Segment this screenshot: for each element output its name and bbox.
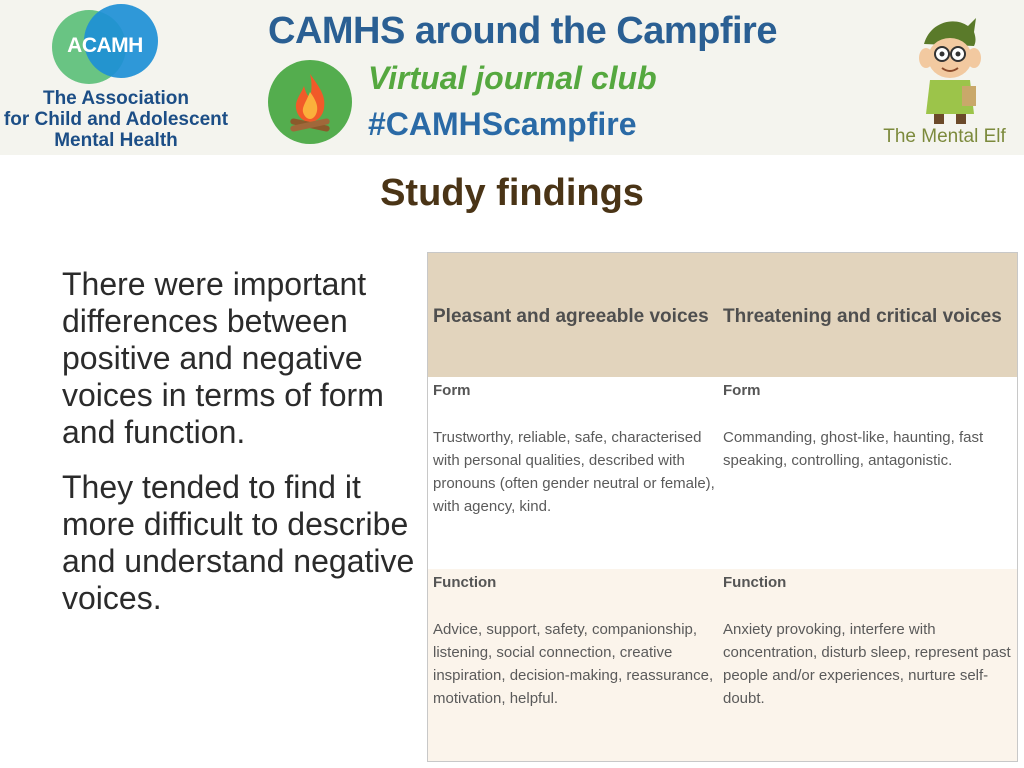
table-header-row [428, 253, 1017, 377]
table-row [428, 377, 1017, 569]
summary-paragraph-2: They tended to find it more difficult to describe and understand negative voices. [62, 469, 415, 616]
acamh-caption [0, 88, 232, 151]
acamh-caption-line-1: The Association [42, 88, 190, 109]
acamh-caption-line-3: Mental Health [54, 130, 178, 151]
campfire-icon [268, 60, 352, 144]
table-cell [428, 377, 723, 569]
header-threatening-voices: Threatening and critical voices [723, 306, 1002, 327]
row-label-function: Function [723, 574, 787, 591]
pleasant-function-text: Advice, support, safety, companionship, listening, social connection, creative inspiration, decision-making, reassurance, motivation, helpful. [433, 621, 714, 707]
findings-table [427, 252, 1018, 762]
slide-title: Study findings [380, 172, 644, 214]
table-row [428, 569, 1017, 761]
threatening-form-text: Commanding, ghost-like, haunting, fast speaking, controlling, antagonistic. [723, 429, 984, 469]
banner-hashtag: #CAMHScampfire [368, 106, 637, 142]
summary-text [62, 266, 422, 635]
table-cell [723, 569, 1017, 761]
row-label-function: Function [433, 574, 497, 591]
header-banner [0, 0, 1024, 155]
pleasant-form-text: Trustworthy, reliable, safe, characterised with personal qualities, described with pronouns (often gender neutral or female), with agency, kind. [433, 429, 715, 515]
acamh-logo [50, 4, 160, 88]
row-label-form: Form [723, 382, 761, 399]
threatening-function-text: Anxiety provoking, interfere with concentration, disturb sleep, represent past people and/or experiences, nurture self-doubt. [723, 621, 1011, 707]
mental-elf-icon [910, 14, 990, 126]
acamh-logo-text: ACAMH [67, 34, 143, 57]
table-cell [428, 569, 723, 761]
header-pleasant-voices: Pleasant and agreeable voices [433, 306, 709, 327]
table-cell [723, 377, 1017, 569]
acamh-caption-line-2: for Child and Adolescent [3, 109, 229, 130]
banner-subtitle: Virtual journal club [368, 60, 657, 96]
summary-paragraph-1: There were important differences between positive and negative voices in terms of form and function. [62, 266, 384, 450]
row-label-form: Form [433, 382, 471, 399]
banner-title: CAMHS around the Campfire [268, 10, 777, 52]
mental-elf-caption: The Mental Elf [883, 126, 1006, 147]
